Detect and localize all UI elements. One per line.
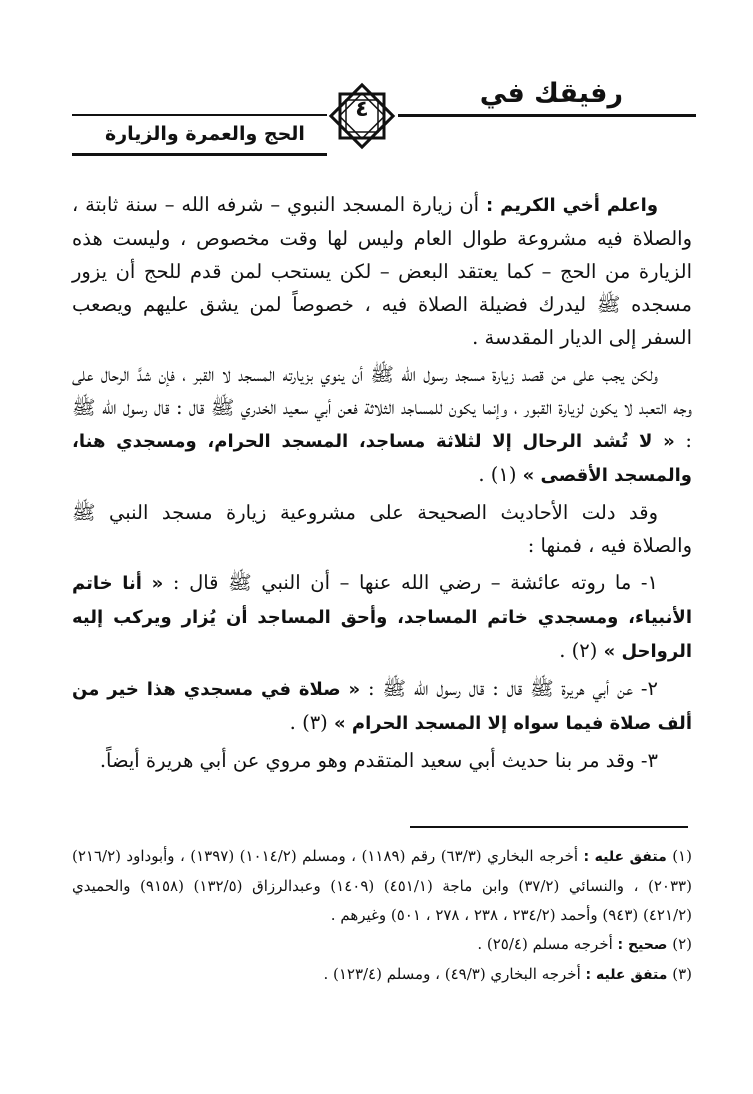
footnote-ref: (٢) . <box>559 639 604 662</box>
hadith-quote: « صلاة في مسجدي هذا خير من ألف صلاة فيما سواه إلا المسجد الحرام » <box>72 679 692 734</box>
paragraph-lead: واعلم أخي الكريم : <box>486 195 659 216</box>
footnote: (٢) صحيح : أخرجه مسلم (٢٥/٤) . <box>477 935 692 953</box>
paragraph: ٢- عن أبي هريرة ﷺ قال : قال رسول الله ﷺ : « صلاة في مسجدي هذا خير من ألف صلاة فيما سواه إلا المسجد الحرام » (٣) . <box>72 677 692 734</box>
footnote-separator <box>410 826 688 828</box>
header-rule-right <box>398 114 696 117</box>
header-rule-left-top <box>72 114 327 116</box>
footnote: (٣) متفق عليه : أخرجه البخاري (٤٩/٣) ، ومسلم (١٢٣/٤) . <box>323 965 692 983</box>
main-text <box>72 188 692 777</box>
paragraph: ٣- وقد مر بنا حديث أبي سعيد المتقدم وهو مروي عن أبي هريرة أيضاً. <box>99 749 658 772</box>
paragraph: ولكن يجب على من قصد زيارة مسجد رسول الله ﷺ أن ينوي بزيارته المسجد لا القبر ، فإن شدَّ الرحال على وجه التعبد لا يكون لزيارة القبور ، وإنما يكون للمساجد الثلاثة فعن أبي سعيد الخدري ﷺ قال : قال رسول الله ﷺ : « لا تُشد الرحال إلا لثلاثة مساجد، المسجد الحرام، ومسجدي هنا، والمسجد الأقصى » (١) . <box>72 363 692 486</box>
footnotes <box>72 842 692 990</box>
header-rule-left-bottom <box>72 153 327 156</box>
hadith-quote: « أنا خاتم الأنبياء، ومسجدي خاتم المساجد، وأحق المساجد أن يُزار ويركب إليه الرواحل » <box>72 573 692 662</box>
hadith-quote: « لا تُشد الرحال إلا لثلاثة مساجد، المسجد الحرام، ومسجدي هنا، والمسجد الأقصى » <box>72 431 692 486</box>
footnote-ref: (٣) . <box>289 711 334 734</box>
footnote: (١) متفق عليه : أخرجه البخاري (٦٣/٣) رقم (١١٨٩) ، ومسلم (١٠١٤/٢) (١٣٩٧) ، وأبوداود (٢١٦/٢) (٢٠٣٣) ، والنسائي (٣٧/٢) وابن ماجة (٤٥١/١) (١٤٠٩) وعبدالرزاق (١٣٢/٥) (٩١٥٨) والحميدي (٤٢١/٢) (٩٤٣) وأحمد (٢٣٤/٢ ، ٢٣٨ ، ٢٧٨ ، ٥٠١) وغيرهم . <box>72 847 692 924</box>
header-subtitle: الحج والعمرة والزيارة <box>105 123 305 145</box>
page-number: ٤ <box>355 97 369 122</box>
header-title: رفيقك في <box>479 78 623 109</box>
footnote-ref: (١) . <box>478 463 523 486</box>
paragraph: ١- ما روته عائشة – رضي الله عنها – أن النبي ﷺ قال : « أنا خاتم الأنبياء، ومسجدي خاتم المساجد، وأحق المساجد أن يُزار ويركب إليه الرواحل » (٢) . <box>72 571 692 662</box>
paragraph: وقد دلت الأحاديث الصحيحة على مشروعية زيارة مسجد النبي ﷺ والصلاة فيه ، فمنها : <box>72 501 692 557</box>
paragraph: واعلم أخي الكريم : أن زيارة المسجد النبوي – شرفه الله – سنة ثابتة ، والصلاة فيه مشروعة طوال العام وليس لها وقت مخصوص ، وليست هذه الزيارة من الحج – كما يعتقد البعض – لكن يستحب لمن قدم للحج أن يزور مسجده ﷺ ليدرك فضيلة الصلاة فيه ، خصوصاً لمن يشق عليهم ويصعب السفر إلى الديار المقدسة . <box>72 193 692 349</box>
